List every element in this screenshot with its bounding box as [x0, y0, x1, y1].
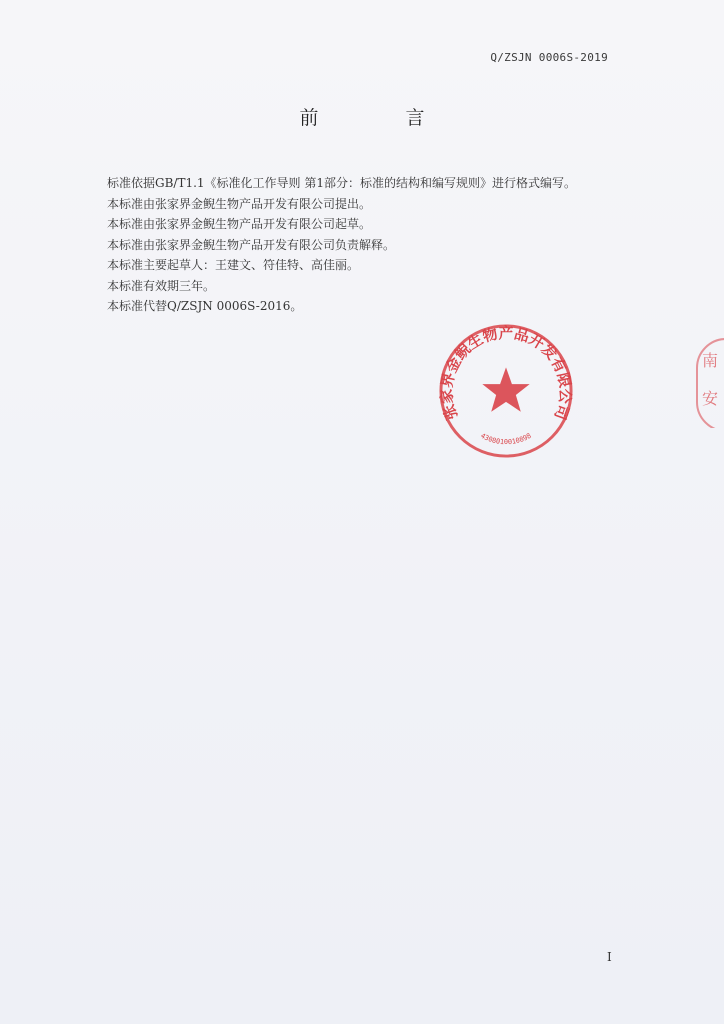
paragraph: 标准依据GB/T1.1《标准化工作导则 第1部分：标准的结构和编写规则》进行格式编写。 [107, 176, 576, 190]
seal-char: 安 [702, 389, 719, 408]
document-code: Q/ZSJN 0006S-2019 [490, 51, 608, 64]
paragraph: 本标准代替Q/ZSJN 0006S-2016。 [107, 299, 303, 313]
partial-seal [696, 338, 724, 428]
paragraph: 本标准由张家界金鲵生物产品开发有限公司负责解释。 [107, 237, 396, 252]
paragraph: 本标准主要起草人：王建文、符佳特、高佳丽。 [107, 258, 360, 272]
paragraph: 本标准由张家界金鲵生物产品开发有限公司提出。 [107, 196, 372, 211]
seal-char: 南 [702, 351, 719, 370]
paragraph: 本标准由张家界金鲵生物产品开发有限公司起草。 [107, 217, 372, 231]
page-title: 前 言 [299, 107, 459, 129]
page-number: I [607, 950, 612, 964]
seal-number: 4308010010898 [479, 431, 533, 447]
foreword-body [107, 173, 627, 317]
company-seal [437, 322, 575, 460]
seal-text: 张家界金鲵生物产品开发有限公司 [438, 324, 574, 422]
paragraph: 本标准有效期三年。 [107, 278, 216, 293]
star-icon [482, 367, 529, 411]
